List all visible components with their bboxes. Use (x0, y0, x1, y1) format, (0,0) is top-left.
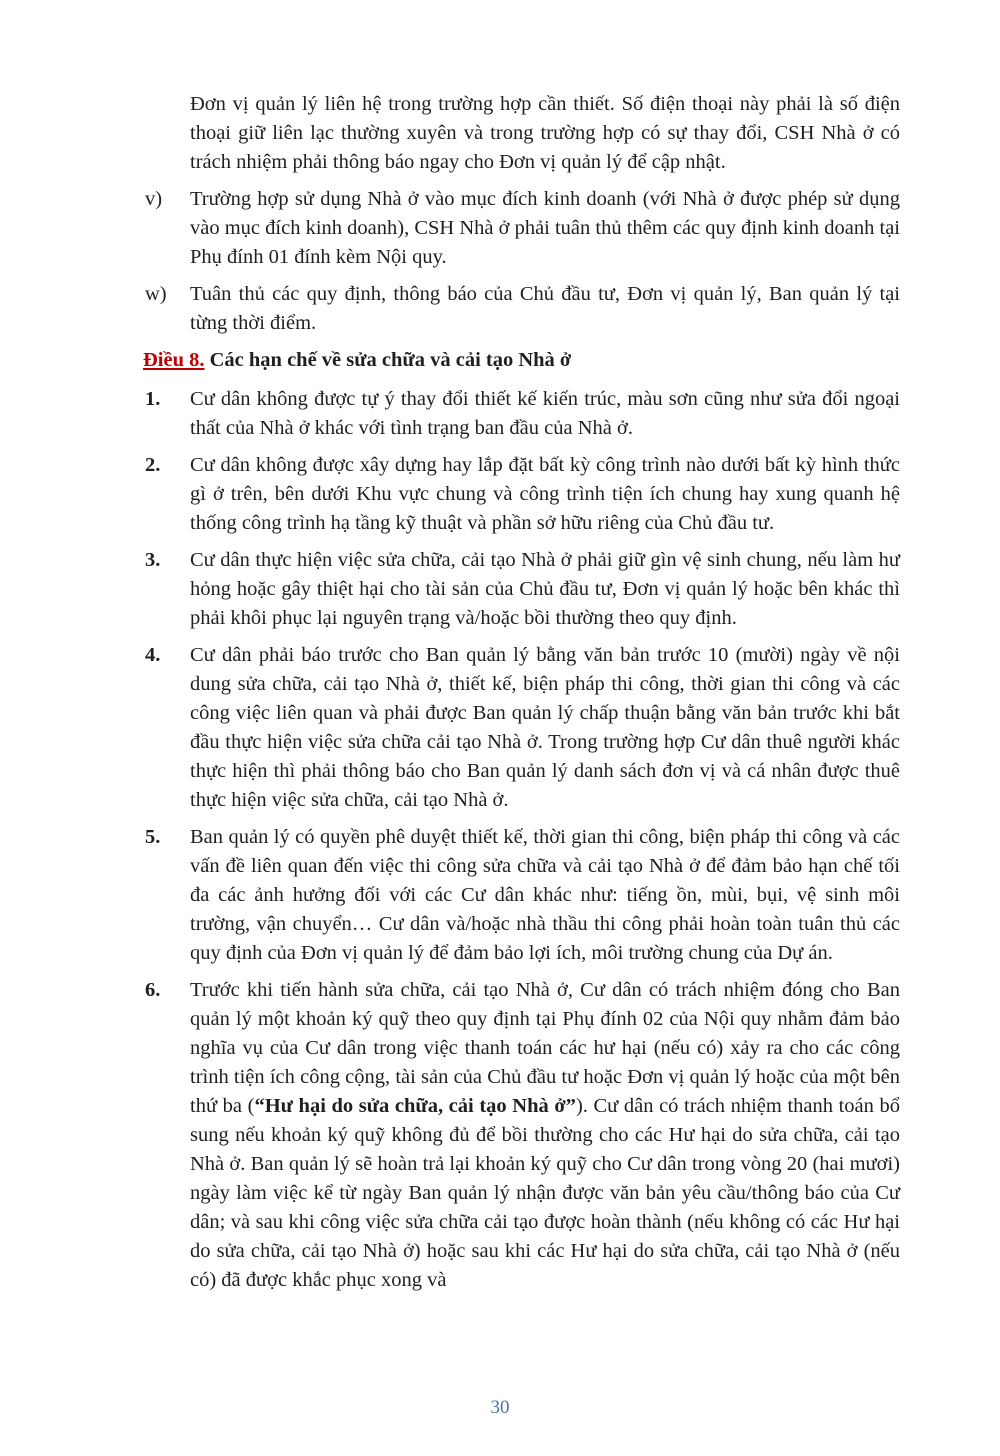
defined-term-bold: “Hư hại do sửa chữa, cải tạo Nhà ở” (254, 1095, 576, 1117)
list-marker-w: w) (145, 283, 167, 305)
item-number: 6. (145, 979, 161, 1001)
item-number: 2. (145, 454, 161, 476)
numbered-item-3 (143, 546, 900, 633)
article-number: Điều 8. (143, 349, 205, 371)
item-text: Cư dân không được xây dựng hay lắp đặt bất kỳ công trình nào dưới bất kỳ hình thức gì ở trên, bên dưới Khu vực chung và công trình tiện ích chung hay xung quanh hệ thống công trình hạ tầng kỹ thuật và phần sở hữu riêng của Chủ đầu tư. (190, 454, 900, 534)
list-item-v (143, 185, 900, 272)
item-number: 3. (145, 549, 161, 571)
paragraph-intro-continuation (143, 90, 900, 177)
paragraph-text: Đơn vị quản lý liên hệ trong trường hợp cần thiết. Số điện thoại này phải là số điện thoại giữ liên lạc thường xuyên và trong trường hợp có sự thay đổi, CSH Nhà ở có trách nhiệm phải thông báo ngay cho Đơn vị quản lý để cập nhật. (190, 93, 900, 173)
item-number: 5. (145, 826, 161, 848)
list-item-text: Tuân thủ các quy định, thông báo của Chủ đầu tư, Đơn vị quản lý, Ban quản lý tại từng thời điểm. (190, 283, 900, 334)
item-number: 4. (145, 644, 161, 666)
item-text: Ban quản lý có quyền phê duyệt thiết kế, thời gian thi công, biện pháp thi công và các vấn đề liên quan đến việc thi công sửa chữa và cải tạo Nhà ở để đảm bảo hạn chế tối đa các ảnh hưởng đối với các Cư dân khác như: tiếng ồn, mùi, bụi, vệ sinh môi trường, vận chuyển… Cư dân và/hoặc nhà thầu thi công phải hoàn toàn tuân thủ các quy định của Đơn vị quản lý để đảm bảo lợi ích, môi trường chung của Dự án. (190, 826, 900, 964)
list-item-text: Trường hợp sử dụng Nhà ở vào mục đích kinh doanh (với Nhà ở được phép sử dụng vào mục đích kinh doanh), CSH Nhà ở phải tuân thủ thêm các quy định kinh doanh tại Phụ đính 01 đính kèm Nội quy. (190, 188, 900, 268)
item-text: Cư dân không được tự ý thay đổi thiết kế kiến trúc, màu sơn cũng như sửa đổi ngoại thất của Nhà ở khác với tình trạng ban đầu của Nhà ở. (190, 388, 900, 439)
item-text: Cư dân thực hiện việc sửa chữa, cải tạo Nhà ở phải giữ gìn vệ sinh chung, nếu làm hư hỏng hoặc gây thiệt hại cho tài sản của Chủ đầu tư, Đơn vị quản lý hoặc bên khác thì phải khôi phục lại nguyên trạng và/hoặc bồi thường theo quy định. (190, 549, 900, 629)
item-text: Cư dân phải báo trước cho Ban quản lý bằng văn bản trước 10 (mười) ngày về nội dung sửa chữa, cải tạo Nhà ở, thiết kế, biện pháp thi công, thời gian thi công và các công việc liên quan và phải được Ban quản lý chấp thuận bằng văn bản trước khi bắt đầu thực hiện việc sửa chữa cải tạo Nhà ở. Trong trường hợp Cư dân thuê người khác thực hiện thì phải thông báo cho Ban quản lý danh sách đơn vị và cá nhân được thuê thực hiện việc sửa chữa, cải tạo Nhà ở. (190, 644, 900, 811)
article-8-heading (143, 346, 900, 375)
list-marker-v: v) (145, 188, 163, 210)
document-body (143, 90, 900, 1303)
article-title: Các hạn chế về sửa chữa và cải tạo Nhà ở (209, 349, 572, 371)
numbered-item-4 (143, 641, 900, 815)
item-number: 1. (145, 388, 161, 410)
numbered-item-6 (143, 976, 900, 1295)
numbered-item-5 (143, 823, 900, 968)
numbered-item-2 (143, 451, 900, 538)
page-number: 30 (490, 1397, 510, 1418)
item-text-after-bold: ). Cư dân có trách nhiệm thanh toán bổ sung nếu khoản ký quỹ không đủ để bồi thường cho các Hư hại do sửa chữa, cải tạo Nhà ở. Ban quản lý sẽ hoàn trả lại khoản ký quỹ cho Cư dân trong vòng 20 (hai mươi) ngày làm việc kể từ ngày Ban quản lý nhận được văn bản yêu cầu/thông báo của Cư dân; và sau khi công việc sửa chữa cải tạo được hoàn thành (nếu không có các Hư hại do sửa chữa, cải tạo Nhà ở) hoặc sau khi các Hư hại do sửa chữa, cải tạo Nhà ở (nếu có) đã được khắc phục xong và (190, 1095, 901, 1291)
list-item-w (143, 280, 900, 338)
numbered-item-1 (143, 385, 900, 443)
item-text-before-bold: Trước khi tiến hành sửa chữa, cải tạo Nhà ở, Cư dân có trách nhiệm đóng cho Ban quản lý một khoản ký quỹ theo quy định tại Phụ đính 02 của Nội quy nhằm đảm bảo nghĩa vụ của Cư dân trong việc thanh toán các hư hại (nếu có) xảy ra cho các công trình tiện ích công cộng, tài sản của Chủ đầu tư hoặc Đơn vị quản lý hoặc của một bên thứ ba ( (190, 979, 900, 1117)
